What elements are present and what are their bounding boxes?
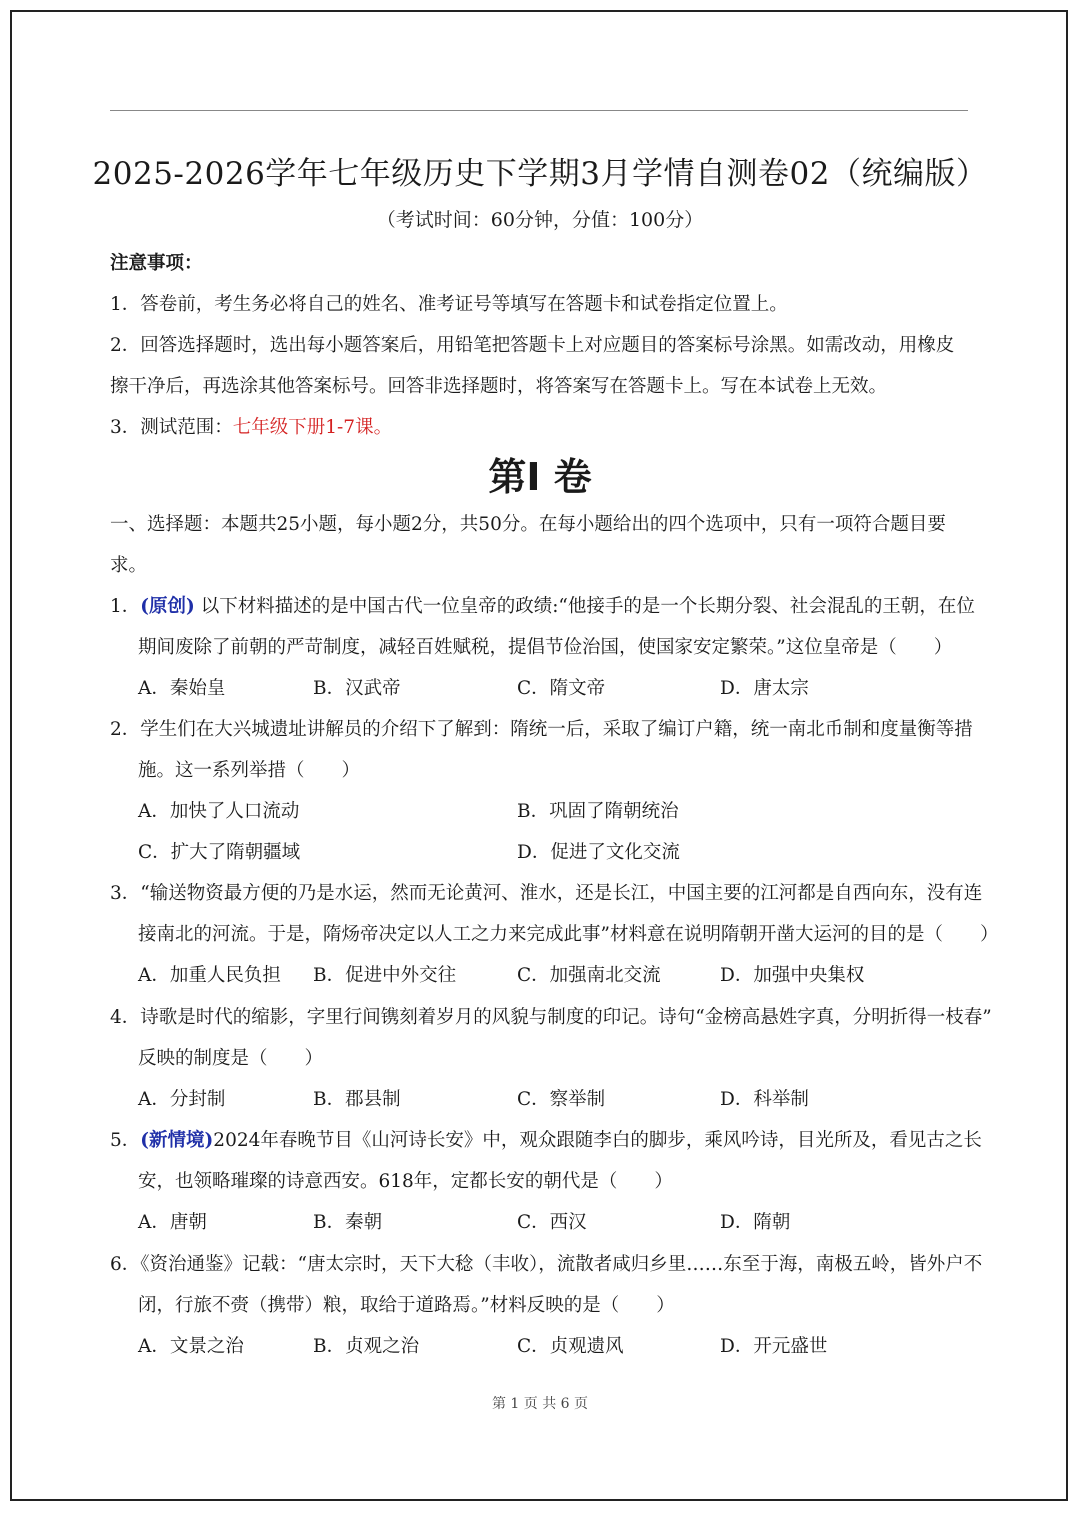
question-tag: (原创) xyxy=(140,596,195,617)
question-5-line2: 安，也领略璀璨的诗意西安。618年，定都长安的朝代是（ ） xyxy=(138,1171,673,1192)
question-5-option-d: D．隋朝 xyxy=(720,1212,791,1233)
question-2-line1 xyxy=(110,715,973,741)
section-instructions-line2: 求。 xyxy=(110,555,148,576)
note-item-3 xyxy=(110,413,392,439)
question-tag: (新情境) xyxy=(140,1130,214,1151)
question-4-option-d: D．科举制 xyxy=(720,1089,809,1110)
question-1-option-d: D．唐太宗 xyxy=(720,678,809,699)
note-item-3-prefix: 3．测试范围： xyxy=(110,417,233,438)
question-4-option-a: A．分封制 xyxy=(138,1089,226,1110)
question-4-line1 xyxy=(110,1003,992,1029)
test-range: 七年级下册1-7课。 xyxy=(232,417,393,438)
question-5-option-b: B．秦朝 xyxy=(313,1212,383,1233)
question-text: 《资治通鉴》记载：“唐太宗时，天下大稔（丰收），流散者咸归乡里……东至于海，南极五岭，皆外户不 xyxy=(140,1254,983,1275)
question-2-option-c: C．扩大了隋朝疆域 xyxy=(138,842,301,863)
question-5-option-c: C．西汉 xyxy=(517,1212,587,1233)
question-5-option-a: A．唐朝 xyxy=(138,1212,207,1233)
question-1-option-b: B．汉武帝 xyxy=(313,678,401,699)
exam-title: 2025-2026学年七年级历史下学期3月学情自测卷02（统编版） xyxy=(92,156,988,192)
question-text: 诗歌是时代的缩影，字里行间镌刻着岁月的风貌与制度的印记。诗句“金榜高悬姓字真，分明折得一枝春” xyxy=(140,1007,992,1028)
question-4-line2: 反映的制度是（ ） xyxy=(138,1048,324,1069)
question-text: 2024年春晚节目《山河诗长安》中，观众跟随李白的脚步，乘风吟诗，目光所及，看见古之长 xyxy=(213,1130,982,1151)
question-6-option-a: A．文景之治 xyxy=(138,1336,244,1357)
question-5-line1 xyxy=(110,1126,982,1152)
question-3-option-c: C．加强南北交流 xyxy=(517,965,661,986)
question-text: “输送物资最方便的乃是水运，然而无论黄河、淮水，还是长江，中国主要的江河都是自西向东，没有连 xyxy=(140,883,983,904)
note-item-2-line2: 擦干净后，再选涂其他答案标号。回答非选择题时，将答案写在答题卡上。写在本试卷上无效。 xyxy=(110,376,888,397)
question-4-option-b: B．郡县制 xyxy=(313,1089,401,1110)
question-text: 学生们在大兴城遗址讲解员的介绍下了解到：隋统一后，采取了编订户籍，统一南北币制和度量衡等措 xyxy=(140,719,973,740)
question-text: 以下材料描述的是中国古代一位皇帝的政绩:“他接手的是一个长期分裂、社会混乱的王朝，在位 xyxy=(200,596,975,617)
note-item-2-line1: 2．回答选择题时，选出每小题答案后，用铅笔把答题卡上对应题目的答案标号涂黑。如需改动，用橡皮 xyxy=(110,335,955,356)
question-3-option-a: A．加重人民负担 xyxy=(138,965,281,986)
exam-subtitle: （考试时间：60分钟，分值：100分） xyxy=(376,209,704,231)
question-6-option-b: B．贞观之治 xyxy=(313,1336,420,1357)
section-instructions-line1: 一、选择题：本题共25小题，每小题2分，共50分。在每小题给出的四个选项中，只有一项符合题目要 xyxy=(110,514,946,535)
question-3-line1 xyxy=(110,879,982,905)
header-rule xyxy=(110,110,968,111)
question-6-line2: 闭，行旅不赍（携带）粮，取给于道路焉。”材料反映的是（ ） xyxy=(138,1295,675,1316)
question-2-line2: 施。这一系列举措（ ） xyxy=(138,760,361,781)
question-6-option-d: D．开元盛世 xyxy=(720,1336,828,1357)
question-number: 1． xyxy=(110,596,141,617)
question-1-option-a: A．秦始皇 xyxy=(138,678,226,699)
question-4-option-c: C．察举制 xyxy=(517,1089,606,1110)
question-number: 6． xyxy=(110,1254,141,1275)
question-number: 3． xyxy=(110,883,141,904)
question-number: 2． xyxy=(110,719,141,740)
notes-heading: 注意事项： xyxy=(110,253,203,274)
question-number: 5． xyxy=(110,1130,141,1151)
volume-title: 第Ⅰ 卷 xyxy=(488,455,592,499)
question-1-line1 xyxy=(110,592,975,618)
question-3-option-d: D．加强中央集权 xyxy=(720,965,865,986)
note-item-1: 1．答卷前，考生务必将自己的姓名、准考证号等填写在答题卡和试卷指定位置上。 xyxy=(110,294,788,315)
question-2-option-b: B．巩固了隋朝统治 xyxy=(517,801,679,822)
question-3-option-b: B．促进中外交往 xyxy=(313,965,457,986)
question-2-option-d: D．促进了文化交流 xyxy=(517,842,680,863)
question-2-option-a: A．加快了人口流动 xyxy=(138,801,300,822)
question-3-line2: 接南北的河流。于是，隋炀帝决定以人工之力来完成此事”材料意在说明隋朝开凿大运河的目的是（ ） xyxy=(138,924,999,945)
question-1-option-c: C．隋文帝 xyxy=(517,678,606,699)
question-1-line2: 期间废除了前朝的严苛制度，减轻百姓赋税，提倡节俭治国，使国家安定繁荣。”这位皇帝是（ ） xyxy=(138,637,953,658)
page-footer: 第 1 页 共 6 页 xyxy=(491,1396,589,1412)
question-6-line1 xyxy=(110,1250,982,1276)
question-number: 4． xyxy=(110,1007,141,1028)
question-6-option-c: C．贞观遗风 xyxy=(517,1336,624,1357)
